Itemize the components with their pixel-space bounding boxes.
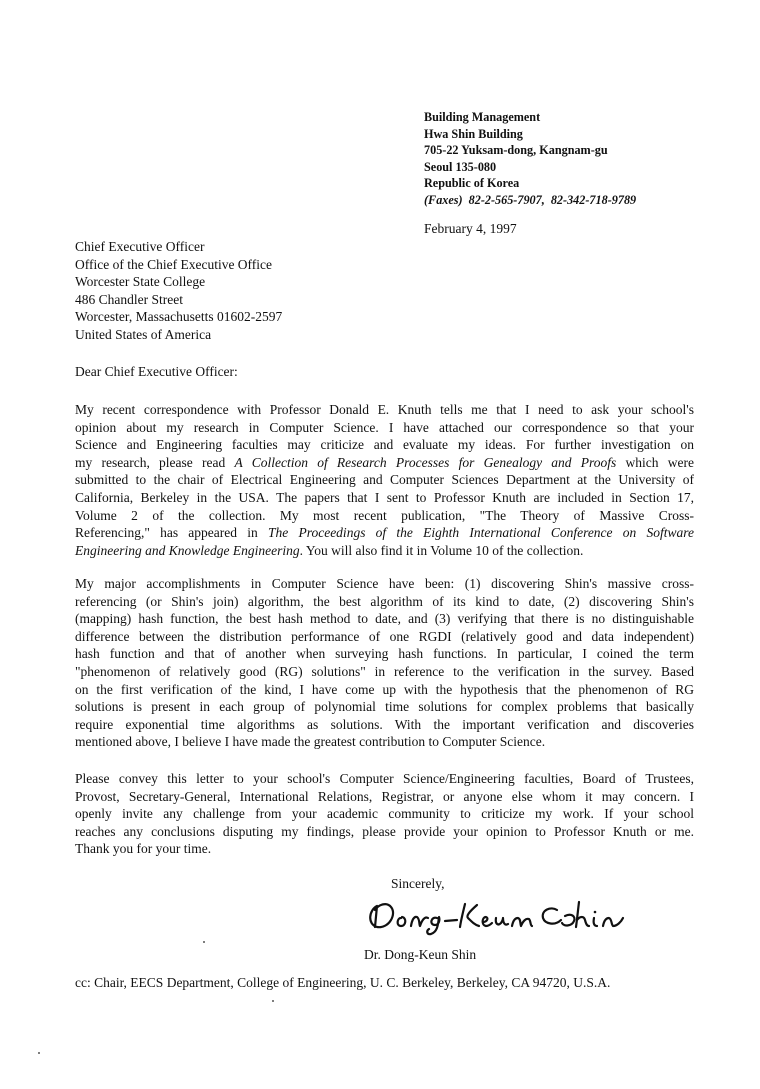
paragraph-line: "phenomenon of relatively good (RG) solutions" in reference to the verification in the survey. Based — [75, 663, 694, 679]
sender-line: Hwa Shin Building — [424, 126, 523, 141]
paragraph-line: opinion about my research in Computer Science. I have attached our correspondence so that your — [75, 419, 694, 435]
body-paragraph-1 — [75, 401, 694, 559]
carbon-copy-line: cc: Chair, EECS Department, College of Engineering, U. C. Berkeley, Berkeley, CA 94720, U.S.A. — [75, 975, 611, 990]
paragraph-line: Please convey this letter to your school's Computer Science/Engineering faculties, Board of Trustees, — [75, 771, 694, 786]
paragraph-line: hash function and that of another when surveying hash functions. In particular, I coined the term — [75, 646, 694, 662]
recipient-address-block — [75, 238, 282, 344]
paragraph-line: reaches any conclusions disputing my findings, please provide your opinion to Professor Knuth or me. — [75, 823, 694, 839]
paragraph-line: solutions is present in each group of polynomial time solutions for complex problems that basically — [75, 699, 694, 715]
recipient-line: 486 Chandler Street — [75, 291, 183, 307]
sender-fax-line: (Faxes) 82-2-565-7907, 82-342-718-9789 — [424, 192, 637, 207]
sender-line: 705-22 Yuksam-dong, Kangnam-gu — [424, 143, 608, 157]
paragraph-line: difference between the distribution performance of one RGDI (relatively good and data independent) — [75, 628, 694, 644]
scan-speck — [38, 1052, 40, 1054]
sender-line: Republic of Korea — [424, 176, 520, 190]
body-paragraph-3 — [75, 770, 694, 858]
handwritten-signature — [365, 896, 635, 936]
signer-name: Dr. Dong-Keun Shin — [364, 947, 477, 962]
recipient-line: United States of America — [75, 326, 212, 342]
paragraph-line: on the first verification of the kind, I have come up with the hypothesis that the phenomenon of RG — [75, 681, 694, 697]
paragraph-line: submitted to the chair of Electrical Engineering and Computer Sciences Department at the University of — [75, 472, 694, 488]
salutation: Dear Chief Executive Officer: — [75, 364, 238, 379]
paragraph-line: Volume 2 of the collection. My most recent publication, "The Theory of Massive Cross- — [75, 507, 694, 523]
recipient-line: Chief Executive Officer — [75, 239, 205, 254]
paragraph-line: My major accomplishments in Computer Science have been: (1) discovering Shin's massive cross- — [75, 576, 694, 591]
body-paragraph-2 — [75, 575, 694, 751]
scan-speck — [203, 941, 205, 943]
paragraph-line: Referencing," has appeared in The Proceedings of the Eighth International Conference on Software — [75, 525, 694, 541]
paragraph-line: Thank you for your time. — [75, 841, 212, 857]
paragraph-line: California, Berkeley in the USA. The papers that I sent to Professor Knuth are included in Section 17, — [75, 489, 694, 505]
recipient-line: Worcester, Massachusetts 01602-2597 — [75, 309, 283, 325]
paragraph-line: require exponential time algorithms as solutions. With the important verification and discoveries — [75, 716, 694, 732]
paragraph-line: Science and Engineering faculties may criticize and evaluate my ideas. For further investigation on — [75, 437, 694, 453]
paragraph-line: mentioned above, I believe I have made the greatest contribution to Computer Science. — [75, 734, 546, 750]
recipient-line: Worcester State College — [75, 274, 206, 290]
paragraph-line: Engineering and Knowledge Engineering. You will also find it in Volume 10 of the collection. — [75, 542, 584, 558]
closing: Sincerely, — [391, 876, 445, 891]
paragraph-line: openly invite any challenge from your academic community to criticize my work. If your school — [75, 806, 694, 822]
recipient-line: Office of the Chief Executive Office — [75, 256, 273, 272]
sender-line: Seoul 135-080 — [424, 159, 497, 174]
letter-date: February 4, 1997 — [424, 221, 517, 236]
paragraph-line: (mapping) hash function, the best hash method to date, and (3) verifying that there is no distinguishable — [75, 611, 694, 627]
scan-speck — [272, 1000, 274, 1002]
paragraph-line: my research, please read A Collection of Research Processes for Genealogy and Proofs which were — [75, 454, 694, 470]
sender-line: Building Management — [424, 110, 541, 124]
paragraph-line: My recent correspondence with Professor Donald E. Knuth tells me that I need to ask your school's — [75, 402, 694, 417]
paragraph-line: Provost, Secretary-General, International Relations, Registrar, or anyone else whom it may concern. I — [75, 788, 694, 804]
sender-address-block — [424, 109, 636, 208]
paragraph-line: referencing (or Shin's join) algorithm, the best algorithm of its kind to date, (2) discovering Shin's — [75, 593, 694, 609]
